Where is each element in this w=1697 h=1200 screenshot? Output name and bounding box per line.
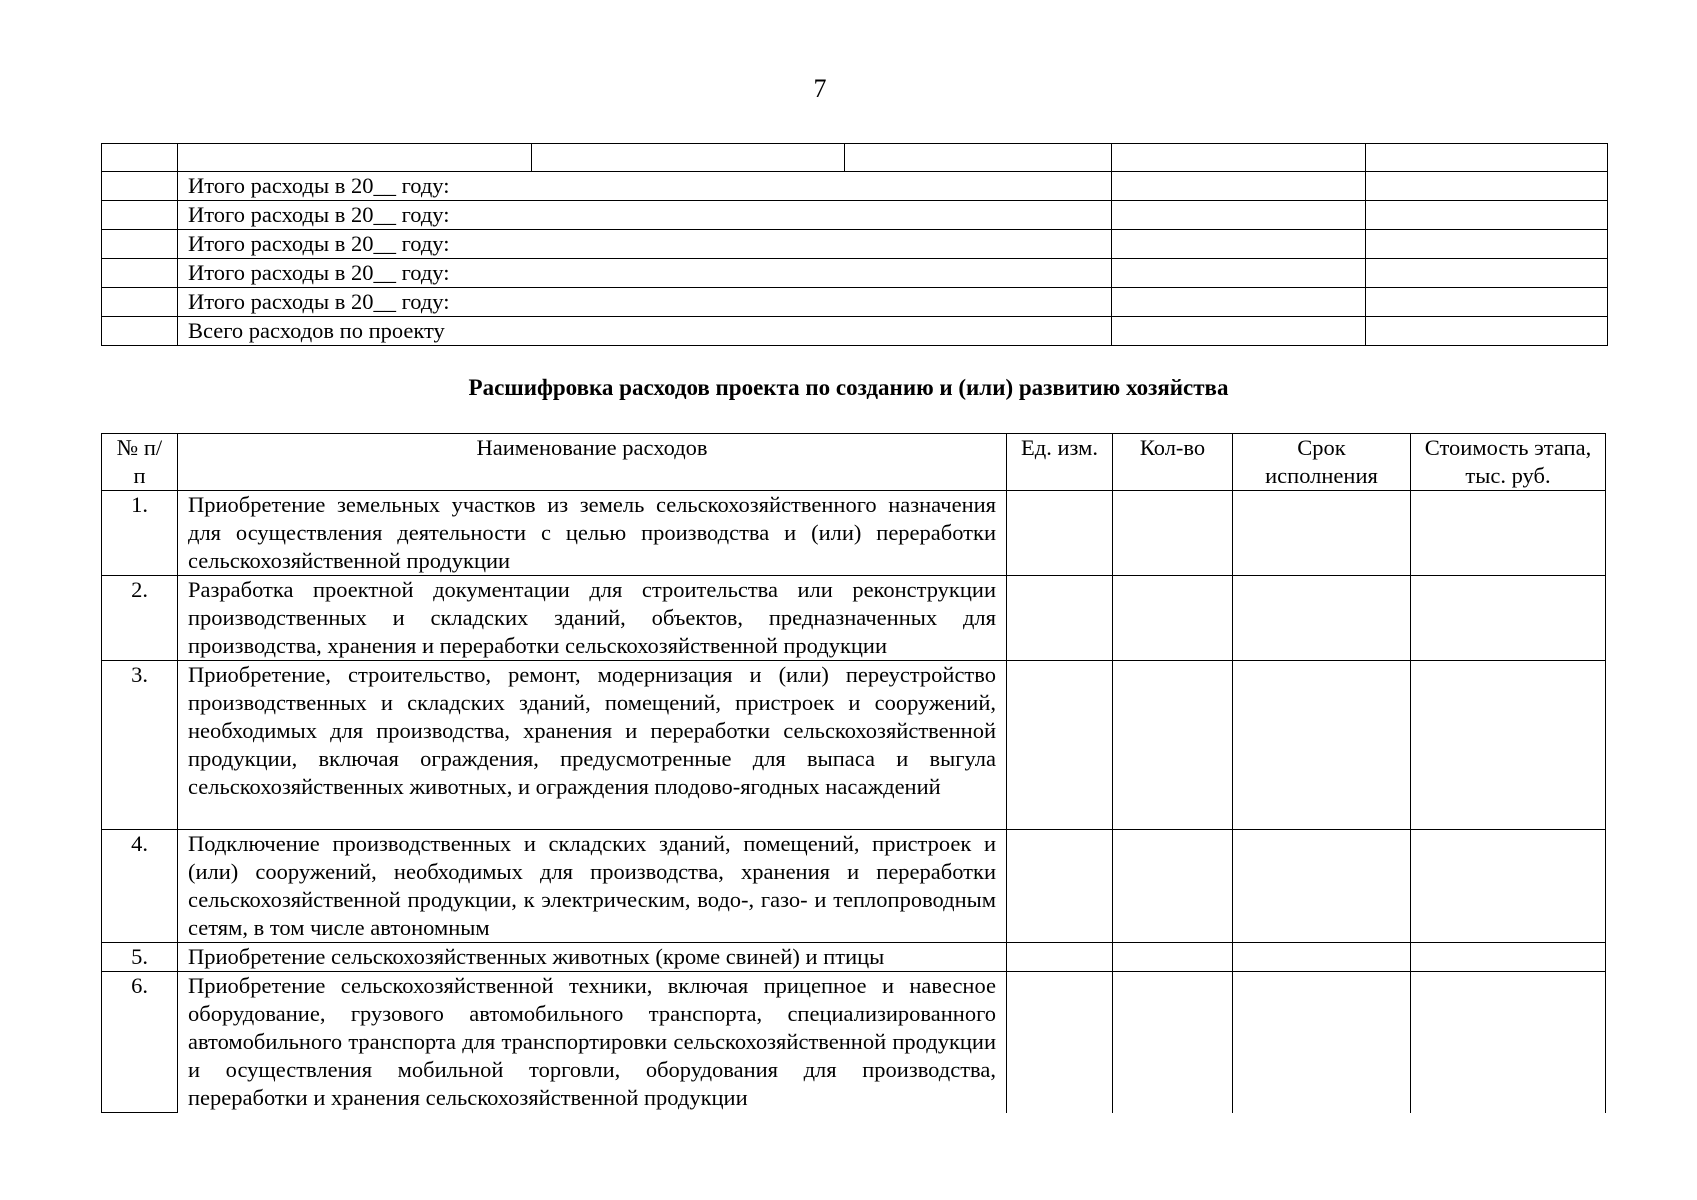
table-cell (1112, 144, 1366, 172)
totals-row (102, 288, 1608, 317)
totals-label: Итого расходы в 20__ году: (178, 230, 1112, 259)
table-cell (1411, 972, 1606, 1113)
row-name: Приобретение сельскохозяйственной техники, включая прицепное и навесное оборудование, грузового автомобильного транспорта, специализированного автомобильного транспорта для транспортировки сельскохозяйственной продукции и осуществления мобильной торговли, оборудования для производства, переработки и хранения сельскохозяйственной продукции (178, 972, 1007, 1113)
table-cell (102, 144, 178, 172)
table-cell (102, 172, 178, 201)
table-cell (102, 259, 178, 288)
table-cell (102, 201, 178, 230)
table-cell (1113, 943, 1233, 972)
table-cell (1007, 491, 1113, 576)
table-cell (1112, 201, 1366, 230)
table-cell (1233, 661, 1411, 830)
table-cell (1113, 830, 1233, 943)
header-name: Наименование расходов (178, 434, 1007, 491)
table-cell (1233, 972, 1411, 1113)
row-num: 5. (102, 943, 178, 972)
table-cell (1411, 576, 1606, 661)
table-row (102, 576, 1606, 661)
table-cell (1366, 201, 1608, 230)
table-cell (1007, 972, 1113, 1113)
section-title: Расшифровка расходов проекта по созданию и (или) развитию хозяйства (468, 375, 1229, 400)
header-cost: Стоимость этапа, тыс. руб. (1411, 434, 1606, 491)
table-cell (532, 144, 845, 172)
table-cell (1411, 943, 1606, 972)
table-cell (1366, 144, 1608, 172)
row-num: 1. (102, 491, 178, 576)
totals-label: Итого расходы в 20__ году: (178, 259, 1112, 288)
table-cell (1007, 576, 1113, 661)
header-qty: Кол-во (1113, 434, 1233, 491)
row-name: Разработка проектной документации для строительства или реконструкции производственных и складских зданий, объектов, предназначенных для производства, хранения и переработки сельскохозяйственной продукции (178, 576, 1007, 661)
header-unit: Ед. изм. (1007, 434, 1113, 491)
table-cell (1007, 661, 1113, 830)
table-cell (1366, 288, 1608, 317)
totals-grand-label: Всего расходов по проекту (178, 317, 1112, 346)
row-num: 4. (102, 830, 178, 943)
table-row (102, 491, 1606, 576)
table-cell (1113, 661, 1233, 830)
table-row (102, 830, 1606, 943)
row-name: Приобретение, строительство, ремонт, модернизация и (или) переустройство производственных и складских зданий, помещений, пристроек и сооружений, необходимых для производства, хранения и переработки сельскохозяйственной продукции, включая ограждения, предусмотренные для выпаса и выгула сельскохозяйственных животных, и ограждения плодово-ягодных насаждений (178, 661, 1007, 830)
table-cell (102, 317, 178, 346)
table-row (102, 943, 1606, 972)
row-num: 2. (102, 576, 178, 661)
table-cell (1112, 172, 1366, 201)
page-number: 7 (813, 74, 827, 103)
table-cell (178, 144, 532, 172)
breakdown-table (101, 433, 1606, 1113)
table-cell (102, 288, 178, 317)
table-cell (1113, 576, 1233, 661)
table-cell (1411, 491, 1606, 576)
table-cell (1411, 830, 1606, 943)
table-cell (1112, 288, 1366, 317)
header-term: Срок исполнения (1233, 434, 1411, 491)
table-cell (1113, 491, 1233, 576)
table-row (102, 661, 1606, 830)
header-num: № п/п (102, 434, 178, 491)
totals-grand-row (102, 317, 1608, 346)
totals-blank-row (102, 144, 1608, 172)
table-cell (1112, 317, 1366, 346)
totals-row (102, 259, 1608, 288)
totals-row (102, 201, 1608, 230)
table-cell (1366, 317, 1608, 346)
table-row (102, 972, 1606, 1113)
row-num: 6. (102, 972, 178, 1113)
table-cell (1007, 943, 1113, 972)
table-cell (1233, 830, 1411, 943)
table-cell (1007, 830, 1113, 943)
totals-label: Итого расходы в 20__ году: (178, 172, 1112, 201)
table-cell (1233, 576, 1411, 661)
row-name: Подключение производственных и складских зданий, помещений, пристроек и (или) сооружений, необходимых для производства, хранения и переработки сельскохозяйственной продукции, к электрическим, водо-, газо- и теплопроводным сетям, в том числе автономным (178, 830, 1007, 943)
table-cell (1113, 972, 1233, 1113)
totals-label: Итого расходы в 20__ году: (178, 288, 1112, 317)
table-cell (845, 144, 1112, 172)
table-header-row (102, 434, 1606, 491)
table-cell (102, 230, 178, 259)
table-cell (1366, 230, 1608, 259)
row-num: 3. (102, 661, 178, 830)
table-cell (1366, 172, 1608, 201)
table-cell (1112, 259, 1366, 288)
totals-row (102, 172, 1608, 201)
row-name: Приобретение сельскохозяйственных животных (кроме свиней) и птицы (178, 943, 1007, 972)
table-cell (1411, 661, 1606, 830)
table-cell (1233, 491, 1411, 576)
table-cell (1112, 230, 1366, 259)
totals-table (101, 143, 1608, 346)
table-cell (1366, 259, 1608, 288)
table-cell (1233, 943, 1411, 972)
totals-row (102, 230, 1608, 259)
row-name: Приобретение земельных участков из земель сельскохозяйственного назначения для осуществления деятельности с целью производства и (или) переработки сельскохозяйственной продукции (178, 491, 1007, 576)
totals-label: Итого расходы в 20__ году: (178, 201, 1112, 230)
